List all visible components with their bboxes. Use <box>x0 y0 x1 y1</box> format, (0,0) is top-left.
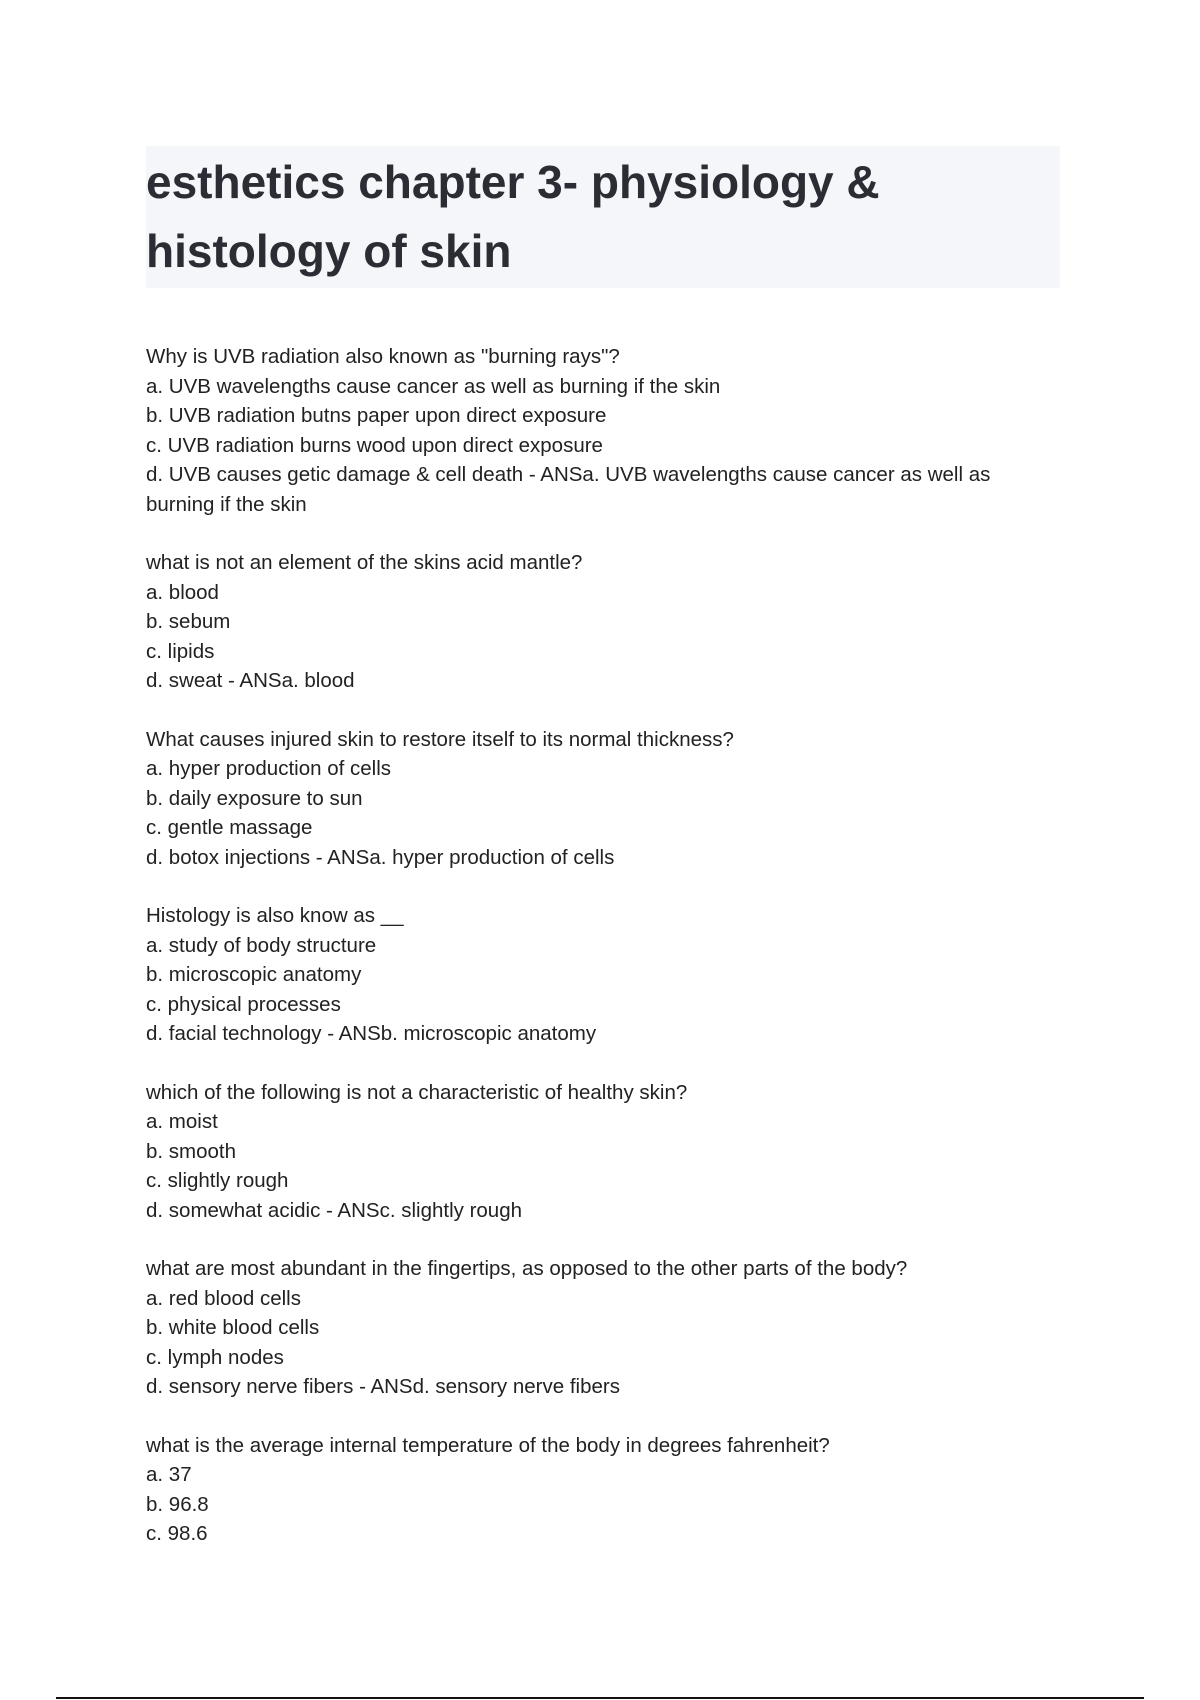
title-line-2: histology of skin <box>146 225 512 277</box>
question-text: Why is UVB radiation also known as "burning rays"? <box>146 345 620 368</box>
answer-option-a: a. moist <box>146 1110 218 1133</box>
question-list <box>146 342 1060 1578</box>
answer-option-c: c. physical processes <box>146 992 341 1016</box>
answer-option-a: a. UVB wavelengths cause cancer as well as burning if the skin <box>146 374 721 398</box>
answer-option-b: b. daily exposure to sun <box>146 786 363 810</box>
question-block-6 <box>146 1254 1060 1402</box>
question-text: what are most abundant in the fingertips, as opposed to the other parts of the body? <box>146 1257 908 1280</box>
answer-option-d-with-answer: d. UVB causes getic damage & cell death - ANSa. UVB wavelengths cause cancer as well as burning if the skin <box>146 463 991 516</box>
answer-option-c: c. slightly rough <box>146 1169 289 1192</box>
answer-option-d-with-answer: d. sensory nerve fibers - ANSd. sensory nerve fibers <box>146 1375 620 1398</box>
answer-option-d-with-answer: d. somewhat acidic - ANSc. slightly rough <box>146 1198 522 1222</box>
answer-option-d-with-answer: d. botox injections - ANSa. hyper production of cells <box>146 845 615 869</box>
answer-option-d-with-answer: d. facial technology - ANSb. microscopic anatomy <box>146 1022 597 1045</box>
document-title <box>146 146 1060 288</box>
answer-option-c: c. gentle massage <box>146 816 313 839</box>
answer-option-a: a. blood <box>146 580 219 604</box>
question-text: what is not an element of the skins acid mantle? <box>146 551 583 574</box>
answer-option-a: a. study of body structure <box>146 933 377 957</box>
answer-option-c: c. 98.6 <box>146 1522 208 1545</box>
answer-option-a: a. red blood cells <box>146 1286 301 1310</box>
answer-option-b: b. sebum <box>146 610 231 633</box>
answer-option-c: c. lymph nodes <box>146 1345 284 1369</box>
question-text: What causes injured skin to restore itself to its normal thickness? <box>146 727 734 751</box>
answer-option-b: b. smooth <box>146 1139 237 1163</box>
question-text: Histology is also know as __ <box>146 904 404 927</box>
question-block-3 <box>146 725 1060 873</box>
question-block-4 <box>146 901 1060 1049</box>
question-block-1 <box>146 342 1060 519</box>
answer-option-a: a. 37 <box>146 1463 192 1486</box>
answer-option-b: b. microscopic anatomy <box>146 963 362 986</box>
answer-option-a: a. hyper production of cells <box>146 757 391 780</box>
page-footer-rule <box>56 1697 1144 1699</box>
answer-option-c: c. lipids <box>146 639 215 663</box>
answer-option-b: b. UVB radiation butns paper upon direct exposure <box>146 404 607 427</box>
answer-option-d-with-answer: d. sweat - ANSa. blood <box>146 669 355 692</box>
answer-option-b: b. 96.8 <box>146 1492 209 1516</box>
question-block-7 <box>146 1431 1060 1549</box>
question-text: which of the following is not a characteristic of healthy skin? <box>146 1080 688 1104</box>
answer-option-b: b. white blood cells <box>146 1316 320 1339</box>
question-block-5 <box>146 1078 1060 1226</box>
question-text: what is the average internal temperature of the body in degrees fahrenheit? <box>146 1433 830 1457</box>
title-line-1: esthetics chapter 3- physiology & <box>146 156 880 208</box>
question-block-2 <box>146 548 1060 696</box>
answer-option-c: c. UVB radiation burns wood upon direct exposure <box>146 433 603 457</box>
